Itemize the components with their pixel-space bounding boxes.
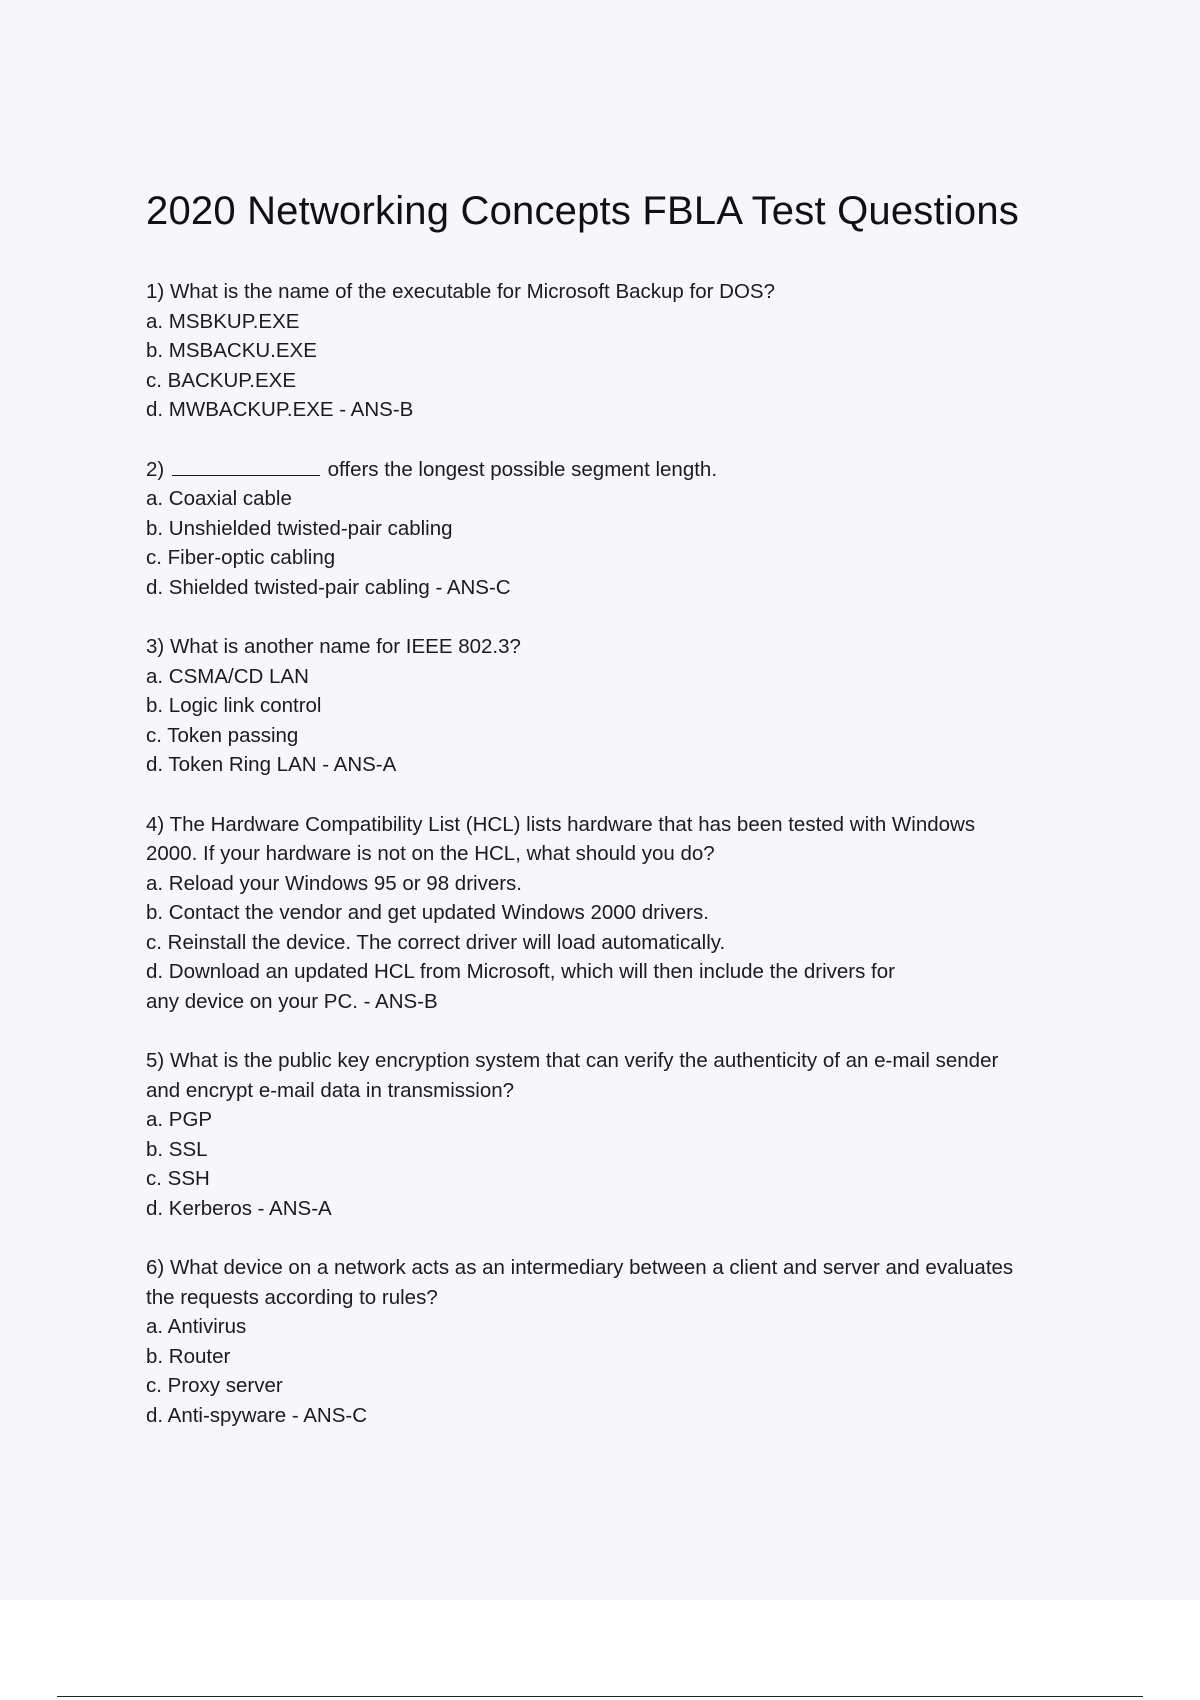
document-content bbox=[146, 185, 1106, 1460]
question-number: 4) bbox=[146, 812, 165, 836]
question-prompt: offers the longest possible segment length. bbox=[327, 457, 718, 481]
question-prompt: What device on a network acts as an intermediary between a client and server and evaluates bbox=[169, 1256, 1014, 1279]
answer-option: c. Proxy server bbox=[146, 1374, 283, 1397]
answer-option: c. Fiber-optic cabling bbox=[146, 546, 336, 569]
answer-option: d. Download an updated HCL from Microsoft, which will then include the drivers for bbox=[146, 960, 895, 983]
question-prompt: The Hardware Compatibility List (HCL) lists hardware that has been tested with Windows bbox=[169, 812, 976, 836]
question-text-continued: the requests according to rules? bbox=[146, 1285, 438, 1309]
answer-option: d. Anti-spyware - ANS-C bbox=[146, 1403, 368, 1427]
question-5 bbox=[146, 1046, 1106, 1223]
answer-option-continued: any device on your PC. - ANS-B bbox=[146, 989, 438, 1013]
question-text bbox=[146, 810, 1106, 840]
answer-option: a. Coaxial cable bbox=[146, 487, 292, 510]
answer-option: d. Kerberos - ANS-A bbox=[146, 1196, 332, 1220]
answer-option: b. Logic link control bbox=[146, 694, 322, 717]
question-number: 1) bbox=[146, 280, 165, 303]
question-prompt: What is the name of the executable for Microsoft Backup for DOS? bbox=[169, 280, 775, 303]
answer-option: d. Token Ring LAN - ANS-A bbox=[146, 753, 397, 776]
answer-option: b. Unshielded twisted-pair cabling bbox=[146, 516, 453, 540]
fill-in-blank bbox=[172, 457, 320, 476]
answer-option: a. Antivirus bbox=[146, 1315, 247, 1338]
question-4 bbox=[146, 810, 1106, 1017]
answer-option: d. Shielded twisted-pair cabling - ANS-C bbox=[146, 575, 511, 599]
question-1 bbox=[146, 277, 1106, 425]
question-number: 3) bbox=[146, 635, 165, 658]
question-text-continued: 2000. If your hardware is not on the HCL, what should you do? bbox=[146, 842, 715, 865]
question-prompt: What is another name for IEEE 802.3? bbox=[169, 635, 521, 658]
question-text bbox=[146, 277, 1106, 307]
answer-option: c. BACKUP.EXE bbox=[146, 368, 297, 392]
question-prompt: What is the public key encryption system that can verify the authenticity of an e-mail sender bbox=[169, 1049, 999, 1072]
answer-option: a. PGP bbox=[146, 1108, 213, 1131]
page-divider bbox=[57, 1696, 1143, 1697]
answer-option: c. SSH bbox=[146, 1167, 210, 1190]
answer-option: b. Contact the vendor and get updated Windows 2000 drivers. bbox=[146, 901, 709, 924]
answer-option: b. SSL bbox=[146, 1137, 208, 1161]
question-text bbox=[146, 1253, 1106, 1283]
answer-option: a. Reload your Windows 95 or 98 drivers. bbox=[146, 871, 523, 895]
question-6 bbox=[146, 1253, 1106, 1430]
question-text-continued: and encrypt e-mail data in transmission? bbox=[146, 1078, 515, 1102]
answer-option: a. MSBKUP.EXE bbox=[146, 309, 300, 333]
answer-option: c. Reinstall the device. The correct driver will load automatically. bbox=[146, 930, 726, 954]
question-number: 6) bbox=[146, 1256, 165, 1279]
answer-option: b. Router bbox=[146, 1344, 231, 1368]
question-text bbox=[146, 455, 1106, 485]
answer-option: d. MWBACKUP.EXE - ANS-B bbox=[146, 398, 414, 421]
answer-option: a. CSMA/CD LAN bbox=[146, 664, 309, 688]
question-number: 5) bbox=[146, 1049, 165, 1072]
answer-option: c. Token passing bbox=[146, 723, 299, 747]
question-text bbox=[146, 632, 1106, 662]
question-number: 2) bbox=[146, 457, 165, 481]
answer-option: b. MSBACKU.EXE bbox=[146, 339, 317, 362]
question-2 bbox=[146, 455, 1106, 603]
question-text bbox=[146, 1046, 1106, 1076]
question-3 bbox=[146, 632, 1106, 780]
document-title: 2020 Networking Concepts FBLA Test Questions bbox=[146, 189, 1019, 233]
